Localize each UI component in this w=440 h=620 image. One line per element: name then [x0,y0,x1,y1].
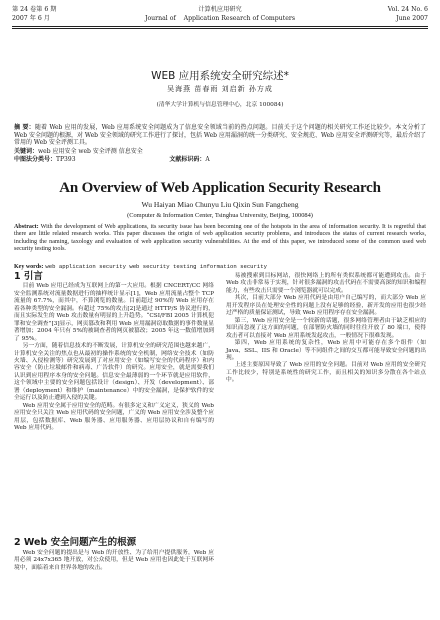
abstract-text-cn: 随着 Web 应用的发展，Web 应用系统安全问题成为了信息安全领域当前的热点问题。目前关于这个问题的相关研究工作还比较少。本文分析了 Web 安全问题的根源，对 Web 安全领域的研究工作进行了探讨，包括 Web 应用漏洞的统一分类研究、安全规范、Web 应用安全评测研究等，最后介绍了常用的 Web 安全评测工具。 [14,124,426,147]
journal-name-en: Journal of Application Research of Computers [144,15,296,22]
keywords-cn [14,148,426,156]
keywords-text-en: web application security web security testing information security [45,263,267,270]
section-2-body [14,550,214,572]
clc-label: 中图法分类号： [14,156,57,163]
abstract-cn [14,124,426,147]
paragraph: 第三，Web 应用安全是一个较新的话题，很多网络管理者由于缺乏相应的知识而忽视了这方面的问题，在部署防火墙的同时往往开放了 80 端口，使得攻击者可以直接对 Web 应用系统发起攻击，一般情况下很难发现。 [226,317,426,339]
volume-info: Vol. 24 No. 6 [387,6,428,13]
affiliation-en: (Computer & Information Center, Tsinghua University, Beijing, 100084) [127,212,313,219]
doc-value: A [205,156,210,163]
classification [14,156,426,164]
keywords-text-cn: web 应用安全 web 安全评测 信息安全 [38,148,143,155]
title-cn: WEB 应用系统安全研究综述* [151,70,289,82]
doc-label: 文献标识码： [169,156,206,163]
paragraph: 目前 Web 应用已经成为互联网上的第一大应用。根据 CNCERT/CC 网络安全监测系统对流量数据进行的抽样统计显示[1]，Web 应用流量占整个 TCP 流量的 67.7%，而其中，不算浏览的数量。目前超过 90%的 Web 应用存在着各种类型的安全漏洞。有超过 75%的攻击[2]是通过 HTTP/S 协议进行的，而且实际发生的 Web 攻击数量有明显的上升趋势。“CSI/FBI 2005 计算机犯罪和安全调查”[3]显示，网页篡改和利用 Web 应用漏洞窃取数据的事件数量显著增加；2004 年只有 5%的被调查者的网页被篡改；2005 年这一数值增加到了 95%。 [14,283,214,342]
affiliation-cn: (清华大学计算机与信息管理中心，北京 100084) [156,102,284,108]
abstract-label-en: Abstract: [14,224,39,230]
abstract-text-en: With the development of Web applications, its security issue has been becoming one of the hotspots in the area of information security. It is regretful that there are little related research works. This paper discusses the origin of web application security problems, and introduces the status of current research works, including the naming, taxology and evaluation of web application security vulnerabilities. At the end of this paper, we introduced some of the common used web security testing tools. [14,224,426,253]
journal-name-cn: 计算机应用研究 [198,6,242,13]
issue-info: 第 24 卷第 6 期 [12,6,57,13]
clc-value: TP393 [56,156,76,163]
abstract-en [14,224,426,254]
keywords-en [14,263,426,272]
section-1-heading: 1 引言 [14,271,43,282]
paragraph: 其次，目前大部分 Web 应用代码是由用户自己编写的，而大部分 Web 应用开发程序员在处理安全性的问题上没有足够的经验，新开发的应用也很少经过严格的质量保证测试，导致 Web 应用程序存在安全漏洞。 [226,295,426,317]
title-en: An Overview of Web Application Security Research [59,180,381,196]
left-column [14,273,214,433]
issue-date-en: June 2007 [396,15,428,22]
authors-cn: 吴海燕 苗春雨 刘启新 孙方成 [167,85,273,93]
header-rule [12,26,428,27]
section-2-heading: 2 Web 安全问题产生的根源 [14,537,137,548]
paragraph: 上述主要原因导致了 Web 应用的安全问题。目前对 Web 应用的安全研究工作比较少，特别是系统性的研究工作，而且相关的知识多分散在各个站点中。 [226,362,426,384]
paragraph: Web 应用安全属于应用安全的范畴。有很多定义和广义定义，狭义的 Web 应用安全只关注 Web 应用代码的安全问题，广义的 Web 应用安全涉及整个应用层，包括数据库、Web 服务器、应用服务器、应用层协议和自有编写的 Web 应用代码。 [14,402,214,432]
header-rule-thin [12,28,428,29]
paragraph: Web 安全问题的提出是与 Web 的开放性、为了给用户提供服务，Web 应用必须 24x7x365 地开放，对公众使用，但是 Web 应用也因此处于互联网环境中，面临着来自世界各地的攻击。 [14,550,214,571]
paragraph: 易被搜索到目标网站，很快网络上的所有类似系统都可能遭到攻击。由于 Web 攻击非常易于实现，针对很多漏洞的攻击代码在不需要高深的知识和编程能力，有些攻击只需要一个浏览器就可以完成。 [226,273,426,294]
keywords-label-cn: 关键词： [14,148,39,155]
paragraph: 第四，Web 应用系统的复杂性，Web 应用中可能存在多个组件（如 Java、SSL、IIS 和 Oracle）等不同组件之间的交互都可能导致安全问题的出现。 [226,340,426,361]
paragraph: 另一方面，随着信息技术的不断发展，计算机安全的研究范围也越来越广，计算机安全关注的焦点也从最初的操作系统的安全机制，网络安全技术（如防火墙、入侵检测等）研究发展到了对应用安全（如编写安全的代码程序）和内容安全（防止垃圾邮件和病毒、广告软件）的研究。应用安全，就是需要我们认识到应用程序本身的安全问题。信息安全最薄弱的一个环节就是应用软件，这个领域中主要的安全问题包括设计（design）、开发（development）、部署（deployment）和维护（maintenance）中的安全漏洞，是保护软件的安全运行以及防止遭到入侵的关键。 [14,343,214,402]
issue-date: 2007 年 6 月 [12,15,50,22]
right-column [226,273,426,385]
keywords-label-en: Key words: [14,264,44,270]
abstract-label-cn: 摘 要： [14,124,35,131]
authors-en: Wu Haiyan Miao Chunyu Liu Qixin Sun Fangcheng [141,200,299,209]
